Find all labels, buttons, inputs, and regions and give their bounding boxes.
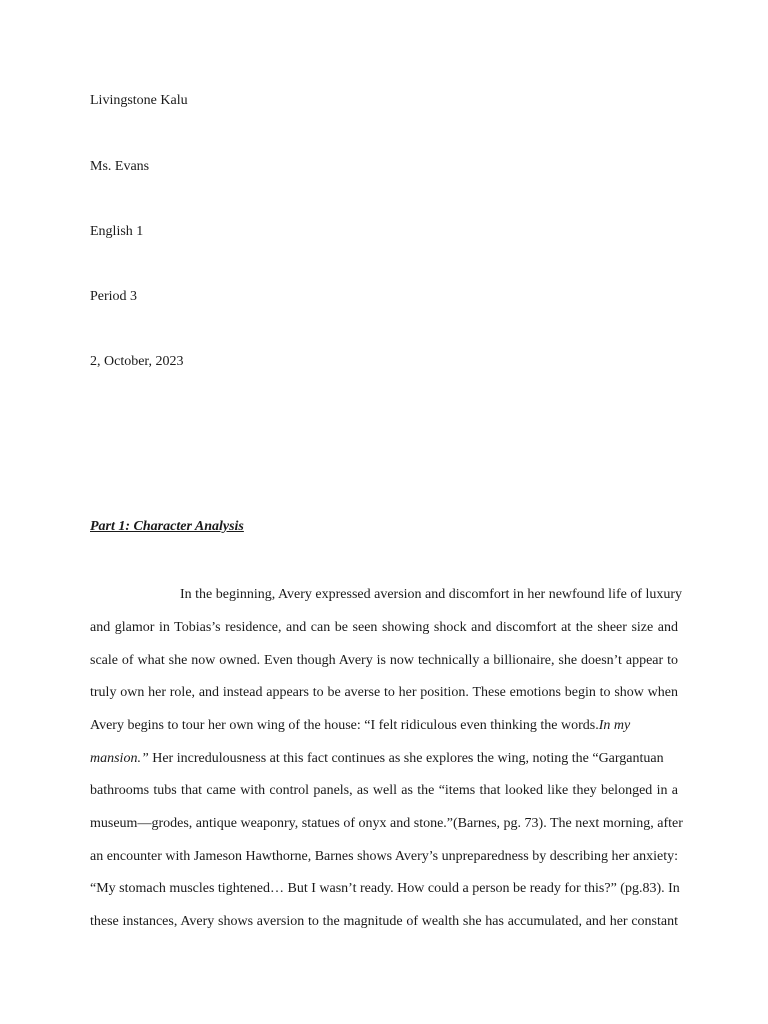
class-period: Period 3 xyxy=(90,289,138,304)
italic-quote: mansion.” xyxy=(90,751,149,766)
student-name: Livingstone Kalu xyxy=(90,93,188,108)
paragraph-line: museum—grodes, antique weaponry, statues of onyx and stone.”(Barnes, pg. 73). The next morning, after xyxy=(90,816,683,831)
course-name: English 1 xyxy=(90,224,144,239)
paragraph-line: “My stomach muscles tightened… But I wasn’t ready. How could a person be ready for this?” (pg.83). In xyxy=(90,881,680,896)
paragraph-text: Avery begins to tour her own wing of the house: “I felt ridiculous even thinking the words. xyxy=(90,718,599,733)
italic-quote: In my xyxy=(598,718,631,733)
paragraph-line: In the beginning, Avery expressed aversion and discomfort in her newfound life of luxury xyxy=(180,587,683,602)
teacher-name: Ms. Evans xyxy=(90,159,150,174)
paragraph-line: and glamor in Tobias’s residence, and can be seen showing shock and discomfort at the sheer size and xyxy=(90,620,678,635)
section-title: Part 1: Character Analysis xyxy=(90,519,244,534)
paragraph-line: an encounter with Jameson Hawthorne, Barnes shows Avery’s unpreparedness by describing her anxiety: xyxy=(90,849,678,864)
paragraph-line: bathrooms tubs that came with control panels, as well as the “items that looked like they belonged in a xyxy=(90,783,678,798)
paragraph-line: scale of what she now owned. Even though Avery is now technically a billionaire, she doesn’t appear to xyxy=(90,653,678,668)
paragraph-line xyxy=(90,751,678,767)
paragraph-line: these instances, Avery shows aversion to the magnitude of wealth she has accumulated, and her constant xyxy=(90,914,678,929)
paragraph-text: Her incredulousness at this fact continues as she explores the wing, noting the “Gargantuan xyxy=(148,751,664,766)
submission-date: 2, October, 2023 xyxy=(90,354,184,369)
paragraph-line xyxy=(90,718,678,734)
paragraph-line: truly own her role, and instead appears to be averse to her position. These emotions begin to show when xyxy=(90,685,678,700)
